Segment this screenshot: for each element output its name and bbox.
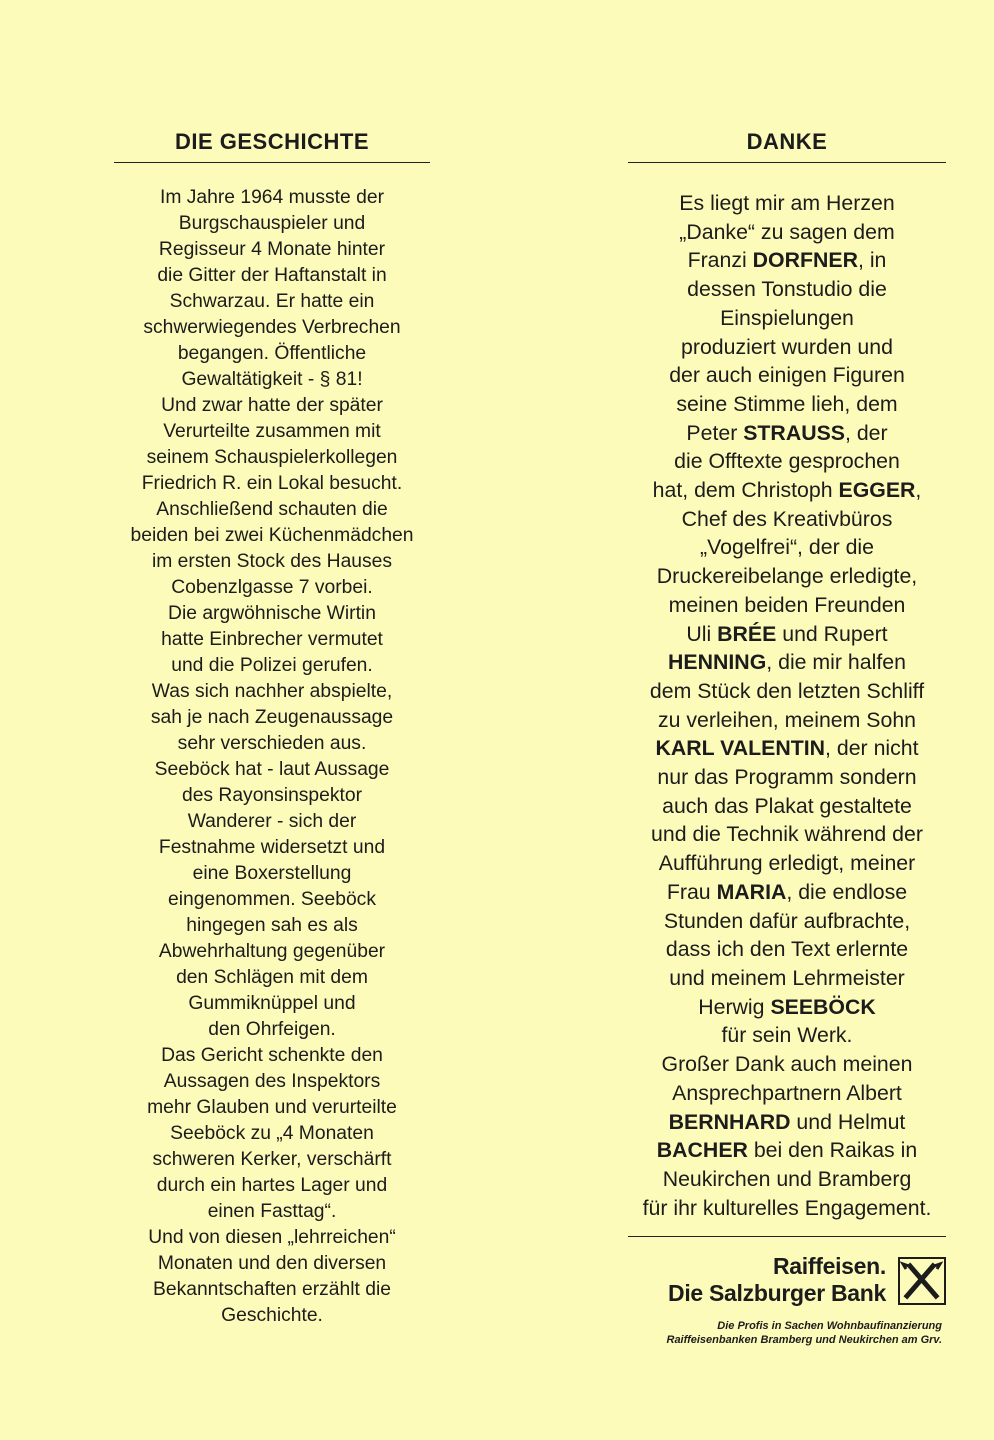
thanks-text-segment: , der xyxy=(844,420,888,445)
story-line: Und zwar hatte der später xyxy=(161,395,383,416)
thanks-line xyxy=(626,333,948,362)
story-line: durch ein hartes Lager und xyxy=(156,1175,388,1196)
thanks-text-segment: Druckereibelange erledigte, xyxy=(656,564,918,589)
thanks-text-segment: Aufführung erledigt, meiner xyxy=(658,851,916,876)
thanks-text-segment: , die mir halfen xyxy=(766,650,906,675)
bank-tagline-line1: Die Profis in Sachen Wohnbaufinanzierung xyxy=(717,1320,942,1332)
story-line: sehr verschieden aus. xyxy=(177,733,367,754)
thanks-line xyxy=(626,964,948,993)
thanks-line xyxy=(626,1136,948,1165)
thanks-line xyxy=(626,361,948,390)
thanks-text-segment: , in xyxy=(857,248,887,273)
thanks-text-segment: hat, dem Christoph xyxy=(652,478,839,503)
story-line: Wanderer - sich der xyxy=(187,811,357,832)
thanks-text-segment: Einspielungen xyxy=(720,305,854,330)
thanks-text-segment: und Rupert xyxy=(776,621,888,646)
thanks-text-segment: , der nicht xyxy=(825,736,919,761)
thanks-text-segment: Stunden dafür aufbrachte, xyxy=(663,908,911,933)
thanks-line xyxy=(626,849,948,878)
story-line: Die argwöhnische Wirtin xyxy=(168,603,376,624)
story-line: Seeböck zu „4 Monaten xyxy=(170,1123,374,1144)
thanks-line xyxy=(626,1050,948,1079)
thanks-line xyxy=(626,218,948,247)
thanks-name: DORFNER xyxy=(752,248,858,273)
story-line: eine Boxerstellung xyxy=(192,863,352,884)
story-line: Gummiknüppel und xyxy=(188,993,356,1014)
story-line: Monaten und den diversen xyxy=(157,1253,387,1274)
story-line: Geschichte. xyxy=(221,1305,323,1326)
thanks-line xyxy=(626,677,948,706)
thanks-text-segment: und Helmut xyxy=(790,1109,906,1134)
thanks-name: BRÉE xyxy=(717,621,777,646)
thanks-line xyxy=(626,620,948,649)
thanks-line xyxy=(626,275,948,304)
story-line: Anschließend schauten die xyxy=(156,499,388,520)
thanks-line xyxy=(626,734,948,763)
thanks-line xyxy=(626,706,948,735)
thanks-line xyxy=(626,1165,948,1194)
story-line: begangen. Öffentliche xyxy=(177,343,367,364)
thanks-line xyxy=(626,907,948,936)
thanks-text-segment: nur das Programm sondern xyxy=(657,765,917,790)
story-line: mehr Glauben und verurteilte xyxy=(147,1097,397,1118)
thanks-name: BERNHARD xyxy=(668,1109,791,1134)
thanks-text-segment: dem Stück den letzten Schliff xyxy=(649,678,925,703)
thanks-column xyxy=(626,128,948,1222)
story-heading-rule xyxy=(114,162,430,163)
thanks-text-segment: Großer Dank auch meinen xyxy=(661,1052,913,1077)
thanks-line xyxy=(626,476,948,505)
story-line: eingenommen. Seeböck xyxy=(168,889,376,910)
thanks-line xyxy=(626,935,948,964)
story-line: hingegen sah es als xyxy=(186,915,358,936)
thanks-line xyxy=(626,648,948,677)
thanks-text-segment: und meinem Lehrmeister xyxy=(669,965,905,990)
thanks-text-segment: Es liegt mir am Herzen xyxy=(679,191,895,215)
story-line: und die Polizei gerufen. xyxy=(171,655,373,676)
thanks-text-segment: Neukirchen und Bramberg xyxy=(662,1166,912,1191)
thanks-line xyxy=(626,419,948,448)
thanks-line xyxy=(626,1108,948,1137)
story-line: des Rayonsinspektor xyxy=(181,785,363,806)
thanks-text-segment: produziert wurden und xyxy=(681,334,893,359)
story-line: Aussagen des Inspektors xyxy=(163,1071,381,1092)
thanks-line xyxy=(626,763,948,792)
bank-tagline-line2: Raiffeisenbanken Bramberg und Neukirchen am Grv. xyxy=(666,1334,942,1346)
story-line: Was sich nachher abspielte, xyxy=(151,681,393,702)
sponsor-block xyxy=(628,1236,948,1346)
thanks-text-segment: Ansprechpartnern Albert xyxy=(672,1080,902,1105)
thanks-name: EGGER xyxy=(838,478,916,503)
thanks-line xyxy=(626,562,948,591)
thanks-line xyxy=(626,1021,948,1050)
story-line: Verurteilte zusammen mit xyxy=(163,421,381,442)
story-line: Burgschauspieler und xyxy=(178,213,366,234)
thanks-text-segment: Franzi xyxy=(687,248,753,273)
thanks-name: HENNING xyxy=(668,650,767,675)
thanks-text-segment: auch das Plakat gestaltete xyxy=(662,793,912,818)
thanks-text-segment: und die Technik während der xyxy=(651,822,923,847)
story-line: einen Fasttag“. xyxy=(207,1201,337,1222)
thanks-name: BACHER xyxy=(656,1138,748,1163)
thanks-text-segment: seine Stimme lieh, dem xyxy=(676,391,898,416)
thanks-text-segment: Uli xyxy=(686,621,718,646)
thanks-line xyxy=(626,878,948,907)
thanks-line xyxy=(626,447,948,476)
bank-name-line2: Die Salzburger Bank xyxy=(668,1280,886,1306)
thanks-text-segment: für ihr kulturelles Engagement. xyxy=(642,1195,932,1220)
thanks-line xyxy=(626,591,948,620)
thanks-text-segment: dass ich den Text erlernte xyxy=(665,937,909,962)
thanks-text-segment: dessen Tonstudio die xyxy=(687,277,887,302)
story-line: die Gitter der Haftanstalt in xyxy=(157,265,387,286)
thanks-line xyxy=(626,993,948,1022)
bank-name-line1: Raiffeisen. xyxy=(772,1253,886,1279)
raiffeisen-gable-cross-icon xyxy=(898,1257,946,1305)
thanks-name: MARIA xyxy=(716,879,787,904)
thanks-line xyxy=(626,246,948,275)
story-line: schweren Kerker, verschärft xyxy=(152,1149,392,1170)
thanks-line xyxy=(626,533,948,562)
story-line: Seeböck hat - laut Aussage xyxy=(154,759,390,780)
thanks-text-segment: bei den Raikas in xyxy=(747,1138,918,1163)
thanks-line xyxy=(626,189,948,218)
thanks-line xyxy=(626,820,948,849)
thanks-text-segment: zu verleihen, meinem Sohn xyxy=(657,707,917,732)
story-line: Abwehrhaltung gegenüber xyxy=(158,941,386,962)
story-line: seinem Schauspielerkollegen xyxy=(146,447,398,468)
thanks-text-segment: , die endlose xyxy=(786,879,908,904)
story-line: den Ohrfeigen. xyxy=(208,1019,336,1040)
story-line: im ersten Stock des Hauses xyxy=(151,551,393,572)
thanks-text xyxy=(626,189,948,1222)
thanks-line xyxy=(626,390,948,419)
story-line: sah je nach Zeugenaussage xyxy=(150,707,394,728)
thanks-text-segment: der auch einigen Figuren xyxy=(669,363,905,388)
thanks-text-segment: die Offtexte gesprochen xyxy=(674,449,900,474)
story-heading: DIE GESCHICHTE xyxy=(174,129,370,154)
story-line: den Schlägen mit dem xyxy=(176,967,368,988)
thanks-heading: DANKE xyxy=(746,129,828,154)
story-line: Schwarzau. Er hatte ein xyxy=(169,291,375,312)
sponsor-logo-row xyxy=(628,1237,948,1346)
thanks-line xyxy=(626,1194,948,1223)
story-line: beiden bei zwei Küchenmädchen xyxy=(130,525,414,546)
story-line: Festnahme widersetzt und xyxy=(158,837,386,858)
thanks-text-segment: „Vogelfrei“, der die xyxy=(699,535,874,560)
story-line: Regisseur 4 Monate hinter xyxy=(158,239,386,260)
thanks-text-segment: , xyxy=(915,478,922,503)
thanks-heading-rule xyxy=(628,162,946,163)
thanks-line xyxy=(626,792,948,821)
thanks-text-segment: Peter xyxy=(686,420,744,445)
story-column xyxy=(112,128,432,1329)
thanks-line xyxy=(626,304,948,333)
bank-name xyxy=(668,1253,886,1307)
thanks-text-segment: „Danke“ zu sagen dem xyxy=(679,219,895,244)
story-line: Und von diesen „lehrreichen“ xyxy=(148,1227,396,1248)
thanks-line xyxy=(626,505,948,534)
thanks-name: SEEBÖCK xyxy=(770,994,876,1019)
thanks-text-segment: Herwig xyxy=(698,994,771,1019)
thanks-line xyxy=(626,1079,948,1108)
thanks-name: STRAUSS xyxy=(743,420,845,445)
story-line: Bekanntschaften erzählt die xyxy=(153,1279,391,1300)
story-text xyxy=(112,185,432,1329)
thanks-name: KARL VALENTIN xyxy=(655,736,826,761)
thanks-text-segment: für sein Werk. xyxy=(721,1023,853,1048)
thanks-text-segment: meinen beiden Freunden xyxy=(668,592,906,617)
story-line: Im Jahre 1964 musste der xyxy=(160,187,384,208)
story-line: schwerwiegendes Verbrechen xyxy=(143,317,401,338)
story-line: Friedrich R. ein Lokal besucht. xyxy=(141,473,403,494)
bank-tagline xyxy=(628,1319,942,1347)
story-line: Das Gericht schenkte den xyxy=(161,1045,383,1066)
story-line: Gewaltätigkeit - § 81! xyxy=(181,369,363,390)
story-line: Cobenzlgasse 7 vorbei. xyxy=(171,577,373,598)
story-line: hatte Einbrecher vermutet xyxy=(161,629,383,650)
thanks-text-segment: Chef des Kreativbüros xyxy=(681,506,893,531)
thanks-text-segment: Frau xyxy=(666,879,717,904)
